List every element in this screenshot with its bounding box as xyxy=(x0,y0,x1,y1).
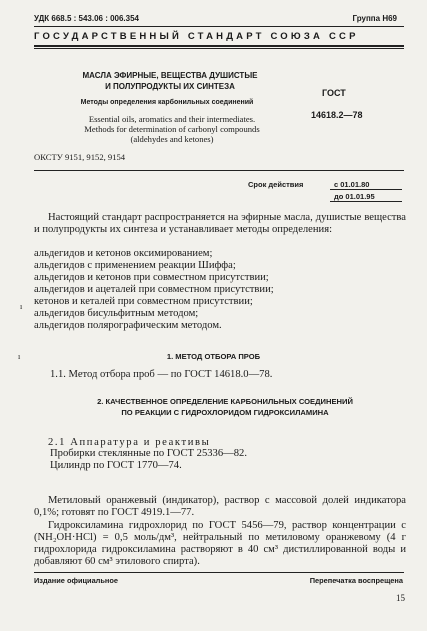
okstu-codes: ОКСТУ 9151, 9152, 9154 xyxy=(34,152,126,162)
gost-number: 14618.2—78 xyxy=(311,110,363,120)
footer-rule xyxy=(34,572,404,573)
title-ru-line2: И ПОЛУПРОДУКТЫ ИХ СИНТЕЗА xyxy=(105,82,235,91)
validity-rule-1 xyxy=(330,189,402,190)
subtitle-russian: Методы определения карбонильных соединений xyxy=(80,99,254,106)
banner-rule-thick xyxy=(34,45,404,47)
title-russian xyxy=(60,70,280,92)
title-english xyxy=(52,114,292,144)
title-ru-line1: МАСЛА ЭФИРНЫЕ, ВЕЩЕСТВА ДУШИСТЫЕ xyxy=(82,71,258,80)
footer-official-edition: Издание официальное xyxy=(34,576,119,585)
intro-paragraph: Настоящий стандарт распространяется на эфирные масла, душистые вещества и полупродукты их синтеза и устанавливает методы определения: xyxy=(34,212,406,235)
method-item: альдегидов и кетонов при совместном присутствии; xyxy=(34,272,269,283)
page-number: 15 xyxy=(396,593,405,603)
footer-reprint-notice: Перепечатка воспрещена xyxy=(309,576,403,585)
method-item: альдегидов полярографическим методом. xyxy=(34,320,222,331)
section2-heading xyxy=(60,396,390,418)
title-en-line2: Methods for determination of carbonyl compounds xyxy=(84,124,260,134)
gost-label: ГОСТ xyxy=(322,88,346,98)
title-block-rule xyxy=(34,170,404,171)
validity-to: до 01.01.95 xyxy=(334,192,375,201)
method-item: альдегидов бисульфитным методом; xyxy=(34,308,199,319)
validity-rule-2 xyxy=(330,201,402,202)
section1-heading: 1. МЕТОД ОТБОРА ПРОБ xyxy=(166,352,261,361)
validity-label: Срок действия xyxy=(248,180,304,189)
method-item: альдегидов и кетонов оксимированием; xyxy=(34,248,213,259)
standard-banner: ГОСУДАРСТВЕННЫЙ СТАНДАРТ СОЮЗА ССР xyxy=(34,31,359,42)
equipment-item: Цилиндр по ГОСТ 1770—74. xyxy=(50,460,182,471)
margin-mark: ı xyxy=(18,352,21,361)
banner-rule-thin xyxy=(34,48,404,49)
top-rule xyxy=(34,26,404,27)
method-item: альдегидов и ацеталей при совместном присутствии; xyxy=(34,284,274,295)
methods-list xyxy=(34,248,274,332)
subsection-title: 2.1 Аппаратура и реактивы xyxy=(48,437,211,448)
method-item: альдегидов с применением реакции Шиффа; xyxy=(34,260,236,271)
indicator-paragraph: Метиловый оранжевый (индикатор), раствор с массовой долей индикатора 0,1%; готовят по ГОСТ 4919.1—77. xyxy=(34,495,406,518)
section2-heading-line2: ПО РЕАКЦИИ С ГИДРОХЛОРИДОМ ГИДРОКСИЛАМИНА xyxy=(121,408,329,417)
equipment-list xyxy=(50,448,247,472)
section1-text: 1.1. Метод отбора проб — по ГОСТ 14618.0—78. xyxy=(50,369,273,380)
title-en-line1: Essential oils, aromatics and their intermediates. xyxy=(88,114,256,124)
group-code: Группа Н69 xyxy=(352,14,397,23)
method-item: кетонов и кеталей при совместном присутствии; xyxy=(34,296,253,307)
reagent-paragraph: Гидроксиламина гидрохлорид по ГОСТ 5456—79, раствор концентрации c (NH₂OH·HCl) = 0,5 моль/дм³, нейтральный по метиловому оранжевому (4 г гидрохлорида гидроксиламина растворяют в 40 см³ дистиллированной воды и добавляют 60 см³ этилового спирта). xyxy=(34,520,406,567)
title-en-line3: (aldehydes and ketones) xyxy=(130,134,214,144)
equipment-item: Пробирки стеклянные по ГОСТ 25336—82. xyxy=(50,448,247,459)
margin-mark: ı xyxy=(20,302,23,311)
validity-from: с 01.01.80 xyxy=(334,180,370,189)
udk-code: УДК 668.5 : 543.06 : 006.354 xyxy=(34,14,139,23)
section2-heading-line1: 2. КАЧЕСТВЕННОЕ ОПРЕДЕЛЕНИЕ КАРБОНИЛЬНЫХ СОЕДИНЕНИЙ xyxy=(97,397,353,406)
